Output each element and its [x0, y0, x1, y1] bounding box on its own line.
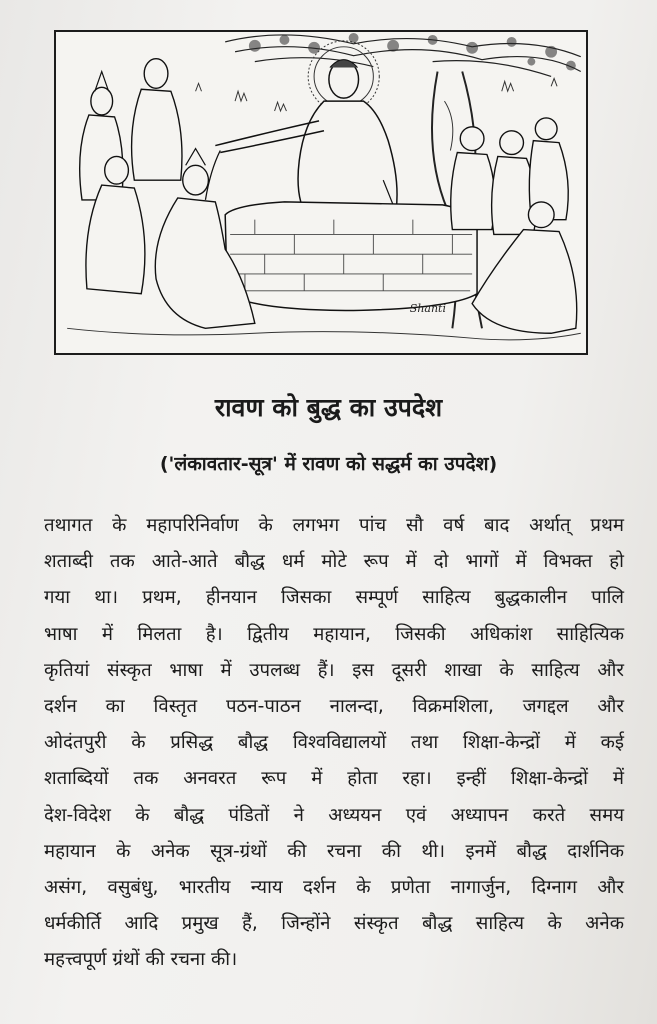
text-line: तथागत के महापरिनिर्वाण के लगभग पांच सौ वर्ष बाद अर्थात् प्रथम — [44, 515, 624, 536]
text-line: गया था। प्रथम, हीनयान जिसका सम्पूर्ण साहित्य बुद्धकालीन पालि — [44, 587, 624, 609]
body-paragraph — [44, 508, 624, 978]
artist-signature: Shanti — [409, 302, 446, 315]
page-title: रावण को बुद्ध का उपदेश — [214, 393, 443, 422]
line-drawing — [56, 32, 586, 353]
text-line: महायान के अनेक सूत्र-ग्रंथों की रचना की थी। इनमें बौद्ध दार्शनिक — [44, 840, 624, 862]
text-line: भाषा में मिलता है। द्वितीय महायान, जिसकी अधिकांश साहित्यिक — [44, 623, 624, 645]
buddha-teaching-illustration — [54, 30, 588, 355]
text-line: ओदंतपुरी के प्रसिद्ध बौद्ध विश्वविद्यालयों तथा शिक्षा-केन्द्रों में कई — [44, 732, 624, 754]
text-line: असंग, वसुबंधु, भारतीय न्याय दर्शन के प्रणेता नागार्जुन, दिग्नाग और — [44, 876, 624, 898]
text-line: देश-विदेश के बौद्ध पंडितों ने अध्ययन एवं अध्यापन करते समय — [44, 804, 624, 826]
text-line: कृतियां संस्कृत भाषा में उपलब्ध हैं। इस दूसरी शाखा के साहित्य और — [44, 659, 624, 681]
page-subtitle: ('लंकावतार-सूत्र' में रावण को सद्धर्म का उपदेश) — [159, 453, 498, 475]
text-line: शताब्दी तक आते-आते बौद्ध धर्म मोटे रूप में दो भागों में विभक्त हो — [44, 551, 624, 573]
text-line: दर्शन का विस्तृत पठन-पाठन नालन्दा, विक्रमशिला, जगद्दल और — [44, 695, 624, 717]
text-line: धर्मकीर्ति आदि प्रमुख हैं, जिन्होंने संस्कृत बौद्ध साहित्य के अनेक — [44, 913, 624, 935]
text-line: शताब्दियों तक अनवरत रूप में होता रहा। इन्हीं शिक्षा-केन्द्रों में — [44, 768, 624, 790]
text-line: महत्त्वपूर्ण ग्रंथों की रचना की। — [44, 949, 238, 971]
